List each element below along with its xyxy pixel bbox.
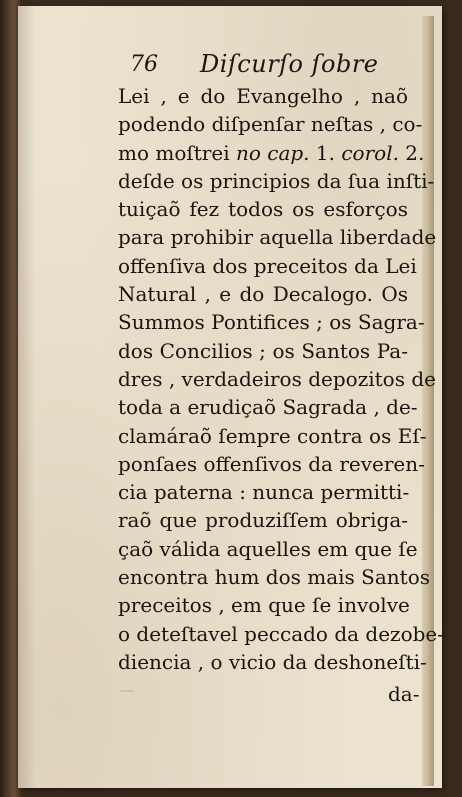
text-run: tuiçaõ fez todos os esforços [118, 197, 408, 222]
text-run: Summos Pontifices ; os Sagra- [118, 310, 425, 335]
text-run: preceitos , em que ſe involve [118, 593, 410, 618]
text-run: cia paterna : nunca permitti- [118, 480, 410, 505]
text-line [118, 280, 408, 308]
text-line [118, 422, 427, 450]
italic-text: corol. [341, 140, 399, 165]
text-run: o deteſtavel peccado da dezobe- [118, 621, 445, 646]
text-run: encontra hum dos mais Santos [118, 565, 431, 590]
text-line [118, 139, 425, 167]
text-line [118, 223, 437, 251]
text-run: Natural , e do Decalogo. Os [118, 282, 408, 307]
text-line [118, 365, 436, 393]
catchword: da- [388, 682, 420, 706]
text-line [118, 393, 418, 421]
text-line [118, 167, 435, 195]
page-header [112, 48, 412, 84]
text-run: 1. [309, 140, 342, 165]
running-title: Diſcurſo ſobre [200, 50, 379, 78]
text-line [118, 620, 445, 648]
text-run: toda a erudiçaõ Sagrada , de- [118, 395, 418, 420]
text-line [118, 82, 408, 110]
text-run: dos Concilios ; os Santos Pa- [118, 338, 408, 363]
text-run: deſde os principios da ſua inſti- [118, 168, 435, 193]
body-text [118, 82, 445, 676]
text-line [118, 252, 417, 280]
text-line [118, 648, 427, 676]
signature-mark: — [120, 683, 134, 699]
text-run: para prohibir aquella liberdade [118, 225, 437, 250]
text-run: 2. [398, 140, 425, 165]
text-run: ponſaes offenſivos da reveren- [118, 451, 425, 476]
text-line [118, 478, 408, 506]
page-number: 76 [130, 52, 158, 77]
text-line [118, 506, 408, 534]
text-line [118, 591, 408, 619]
italic-text: no cap. [235, 140, 310, 165]
text-run: diencia , o vicio da deshoneſti- [118, 649, 427, 674]
text-run: offenſiva dos preceitos da Lei [118, 253, 417, 278]
text-line [118, 110, 423, 138]
text-run: mo moſtrei [118, 140, 236, 165]
text-line [118, 535, 418, 563]
text-run: clamáraõ ſempre contra os Eſ- [118, 423, 427, 448]
text-line [118, 450, 425, 478]
text-line [118, 308, 425, 336]
text-run: dres , verdadeiros depozitos de [118, 366, 436, 391]
text-line [118, 563, 431, 591]
text-line [118, 337, 408, 365]
text-run: podendo diſpenſar neſtas , co- [118, 112, 423, 137]
text-run: çaõ válida aquelles em que ſe [118, 536, 418, 561]
text-run: Lei , e do Evangelho , naõ [118, 84, 408, 108]
text-run: raõ que produziſſem obriga- [118, 508, 408, 533]
text-line [118, 195, 408, 223]
